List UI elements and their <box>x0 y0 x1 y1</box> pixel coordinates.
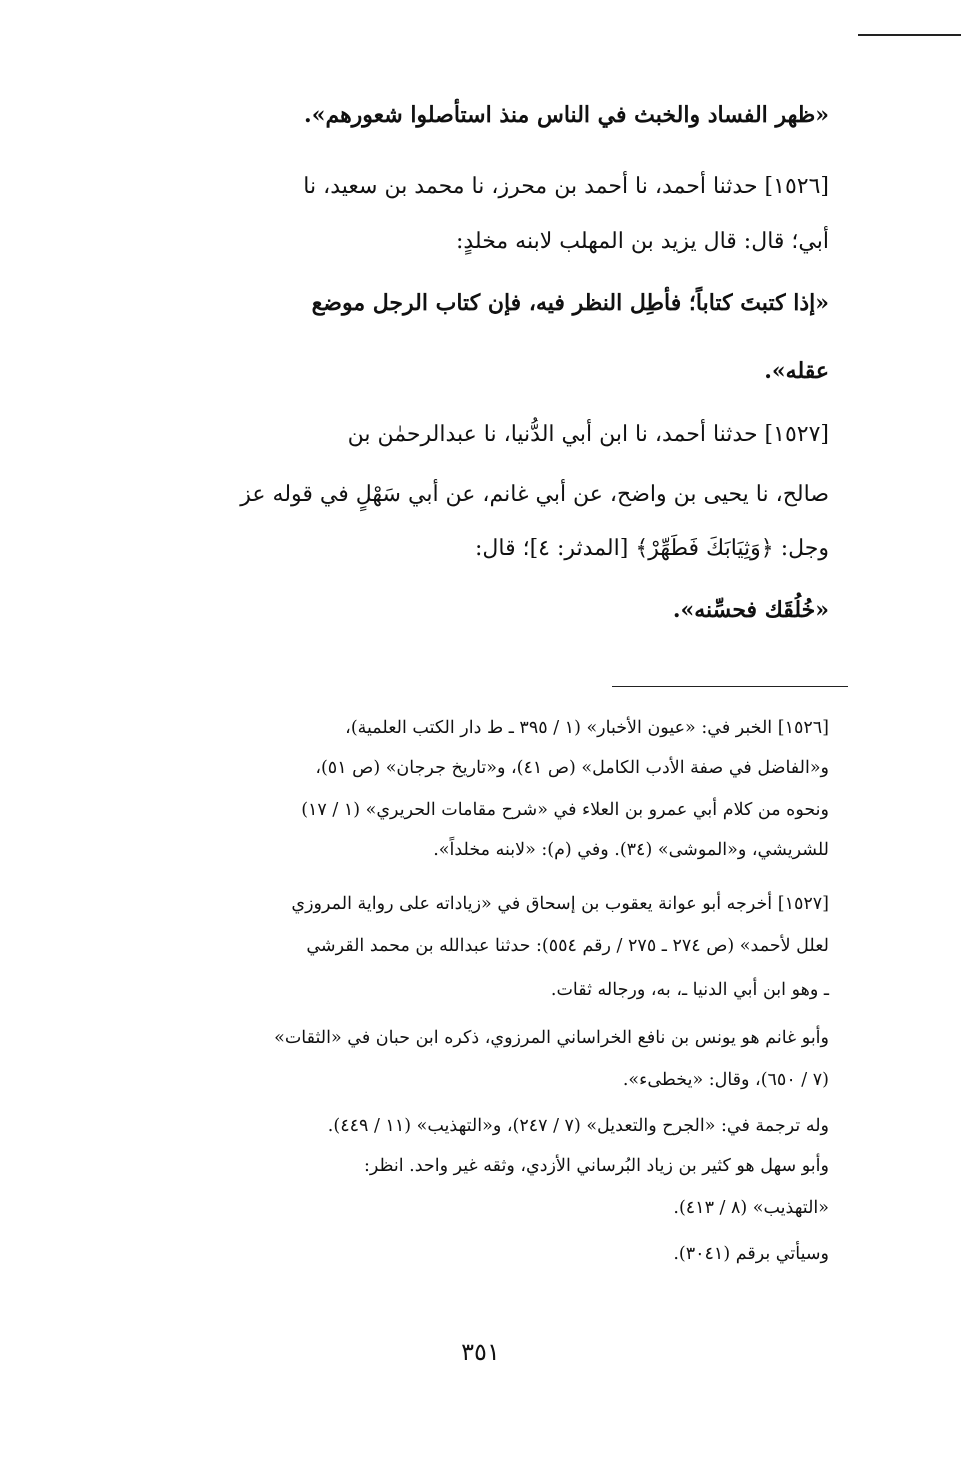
footnote-line-5: [١٥٢٧] أخرجه أبو عوانة يعقوب بن إسحاق في «زياداته على رواية المروزي <box>291 894 829 914</box>
footnote-line-7: ـ وهو ابن أبي الدنيا ـ، به، ورجاله ثقات. <box>550 980 829 1000</box>
footnote-separator <box>612 686 848 687</box>
footnote-line-4: للشريشي، و«الموشى» (٣٤). وفي (م): «لابنه مخلداً». <box>433 840 829 860</box>
main-line-9: «خُلُقَك فحسِّنه». <box>672 597 829 623</box>
footnote-line-9: (٧ / ٦٥٠)، وقال: «يخطىء». <box>622 1070 829 1090</box>
page-number: ٣٥١ <box>461 1338 500 1366</box>
main-line-8: وجل: ﴿وَثِيَابَكَ فَطَهِّرْ﴾ [المدثر: ٤]؛ قال: <box>474 536 829 561</box>
main-line-1: «ظهر الفساد والخبث في الناس منذ استأصلوا شعورهم». <box>304 102 829 128</box>
footnote-line-13: وسيأتي برقم (٣٠٤١). <box>673 1244 829 1264</box>
footnote-line-12: «التهذيب» (٨ / ٤١٣). <box>673 1198 829 1218</box>
main-line-3: أبي؛ قال: قال يزيد بن المهلب لابنه مخلدٍ: <box>455 229 829 254</box>
main-line-4: «إذا كتبتَ كتاباً؛ فأطِل النظر فيه، فإن كتاب الرجل موضع <box>311 290 829 316</box>
main-line-5: عقله». <box>764 358 829 384</box>
footnote-line-8: وأبو غانم هو يونس بن نافع الخراساني المرزوي، ذكره ابن حبان في «الثقات» <box>274 1028 829 1048</box>
main-line-7: صالح، نا يحيى بن واضح، عن أبي غانم، عن أبي سَهْلٍ في قوله عز <box>240 482 829 507</box>
header-rule <box>858 34 961 36</box>
footnote-line-1: [١٥٢٦] الخبر في: «عيون الأخبار» (١ / ٣٩٥ ـ ط دار الكتب العلمية)، <box>345 718 829 738</box>
footnote-line-11: وأبو سهل هو كثير بن زياد البُرساني الأزدي، وثقه غير واحد. انظر: <box>363 1156 829 1176</box>
footnote-line-10: وله ترجمة في: «الجرح والتعديل» (٧ / ٢٤٧)، و«التهذيب» (١١ / ٤٤٩). <box>327 1116 829 1136</box>
footnote-line-2: و«الفاضل في صفة الأدب الكامل» (ص ٤١)، و«تاريخ جرجان» (ص ٥١)، <box>315 758 829 778</box>
main-line-6: [١٥٢٧] حدثنا أحمد، نا ابن أبي الدُّنيا، نا عبدالرحمٰن بن <box>347 422 829 447</box>
footnote-line-6: لعلل لأحمد» (ص ٢٧٤ ـ ٢٧٥ / رقم ٥٥٤): حدثنا عبدالله بن محمد القرشي <box>306 936 829 956</box>
main-line-2: [١٥٢٦] حدثنا أحمد، نا أحمد بن محرز، نا محمد بن سعيد، نا <box>303 174 829 199</box>
footnote-line-3: ونحوه من كلام أبي عمرو بن العلاء في «شرح مقامات الحريري» (١ / ١٧) <box>301 800 829 820</box>
